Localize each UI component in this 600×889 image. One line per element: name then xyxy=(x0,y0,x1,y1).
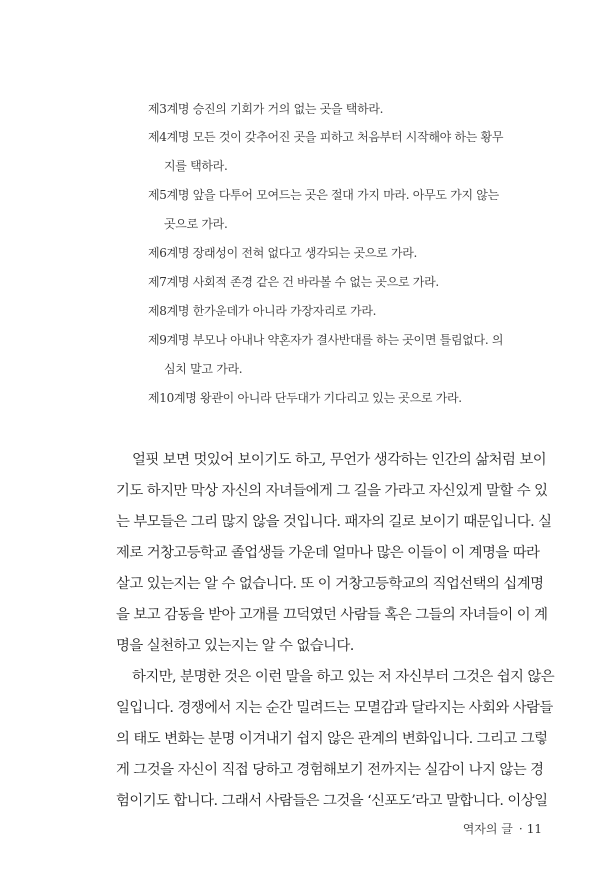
paragraph-line: 일입니다. 경쟁에서 지는 순간 밀려드는 모멸감과 달라지는 사회와 사람들 xyxy=(116,700,553,716)
rule-line: 제8계명 한가운데가 아니라 가장자리로 가라. xyxy=(148,304,377,318)
rule-line: 제7계명 사회적 존경 같은 건 바라볼 수 없는 곳으로 가라. xyxy=(148,275,439,289)
page-number: 11 xyxy=(526,822,542,836)
paragraph-line: 의 태도 변화는 분명 이겨내기 쉽지 않은 관계의 변화입니다. 그리고 그렇 xyxy=(116,731,548,747)
paragraph-line: 하지만, 분명한 것은 이런 말을 하고 있는 저 자신부터 그것은 쉽지 않은 xyxy=(132,669,555,685)
rule-line: 제4계명 모든 것이 갖추어진 곳을 피하고 처음부터 시작해야 하는 황무 xyxy=(148,130,504,144)
rule-line: 제3계명 승진의 기회가 거의 없는 곳을 택하라. xyxy=(148,102,384,116)
rule-line: 제6계명 장래성이 전혀 없다고 생각되는 곳으로 가라. xyxy=(148,246,418,260)
paragraph-line: 얼핏 보면 멋있어 보이기도 하고, 무언가 생각하는 인간의 삶처럼 보이 xyxy=(132,452,547,468)
paragraph-line: 명을 실천하고 있는지는 알 수 없습니다. xyxy=(116,638,354,654)
paragraph-line: 살고 있는지는 알 수 없습니다. 또 이 거창고등학교의 직업선택의 십계명 xyxy=(116,576,544,592)
paragraph-line: 는 부모들은 그리 많지 않을 것입니다. 패자의 길로 보이기 때문입니다. 실 xyxy=(116,514,552,530)
rule-line: 제9계명 부모나 아내나 약혼자가 결사반대를 하는 곳이면 틀림없다. 의 xyxy=(148,333,504,347)
paragraph-line: 기도 하지만 막상 자신의 자녀들에게 그 길을 가라고 자신있게 말할 수 있 xyxy=(116,483,548,499)
rule-line: 제5계명 앞을 다투어 모여드는 곳은 절대 가지 마라. 아무도 가지 않는 xyxy=(148,188,499,202)
page-footer xyxy=(463,820,542,837)
rule-line: 제10계명 왕관이 아니라 단두대가 기다리고 있는 곳으로 가라. xyxy=(148,391,462,405)
paragraph-line: 게 그것을 자신이 직접 당하고 경험해보기 전까지는 실감이 나지 않는 경 xyxy=(116,762,544,778)
paragraph-line: 제로 거창고등학교 졸업생들 가운데 얼마나 많은 이들이 이 계명을 따라 xyxy=(116,545,540,561)
paragraph-line: 험이기도 합니다. 그래서 사람들은 그것을 ‘신포도’라고 말합니다. 이상일 xyxy=(116,793,548,809)
footer-separator: · xyxy=(518,822,523,836)
paragraph-line: 을 보고 감동을 받아 고개를 끄덕였던 사람들 혹은 그들의 자녀들이 이 계 xyxy=(116,607,548,623)
rule-line: 곳으로 가라. xyxy=(164,217,228,231)
rule-line: 심치 말고 가라. xyxy=(164,362,243,376)
rule-line: 지를 택하라. xyxy=(164,159,228,173)
footer-section-title: 역자의 글 xyxy=(462,822,513,836)
